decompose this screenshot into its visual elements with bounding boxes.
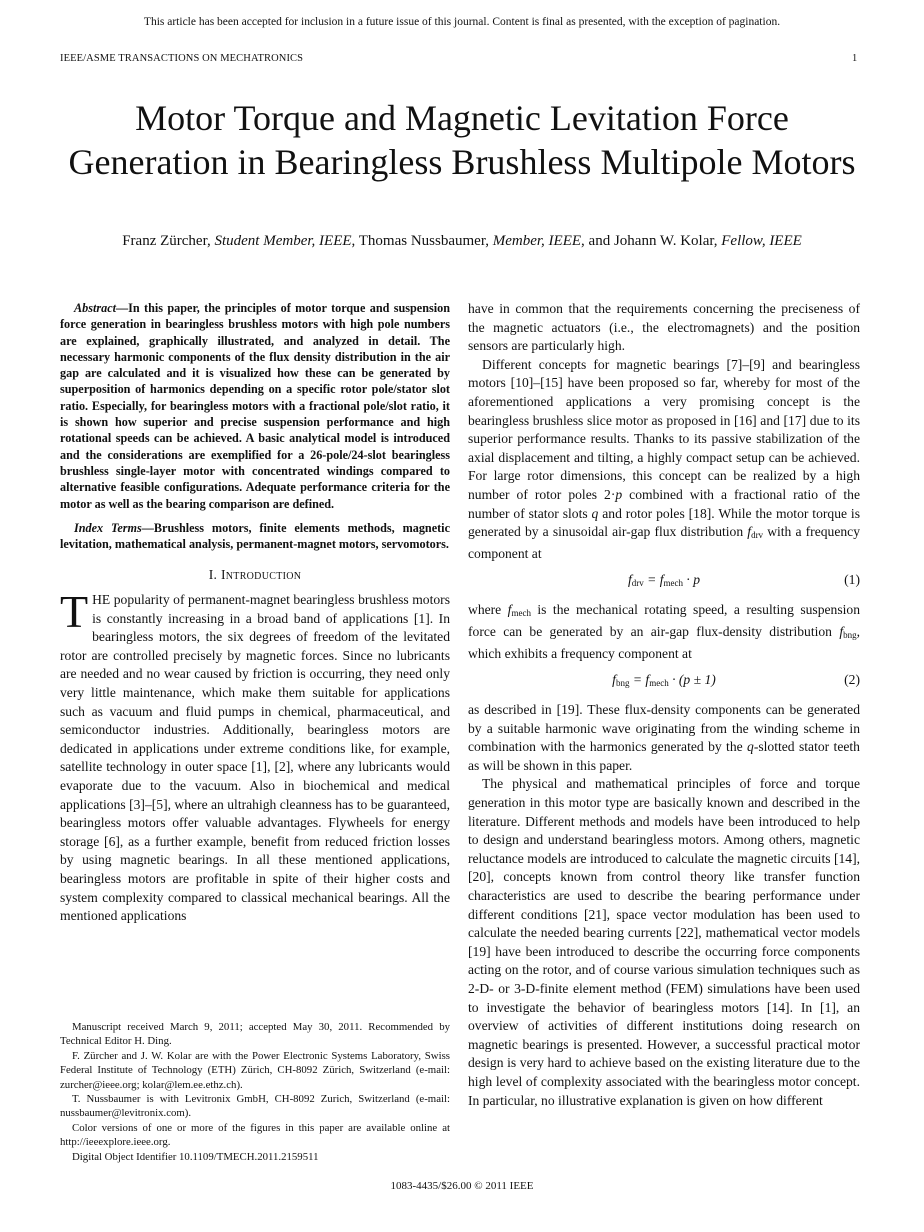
abstract: [60, 300, 450, 512]
author-3-role: Fellow, IEEE: [721, 233, 802, 249]
index-terms-label: Index Terms—: [74, 520, 154, 535]
symbol-q: q: [747, 739, 754, 755]
footnote-doi: Digital Object Identifier 10.1109/TMECH.2011.2159511: [72, 1150, 319, 1163]
equation-2: [468, 667, 860, 697]
symbol-p: p: [615, 486, 623, 502]
author-2-role: Member, IEEE: [492, 233, 582, 249]
equation-1: [468, 567, 860, 597]
paragraph-continued: have in common that the requirements concerning the preciseness of the magnetic actuators (i.e., the electromagnets) and the position sensors are particularly high.: [468, 301, 860, 354]
text-run: is the mechanical rotating speed, a resulting suspension force can be generated by an air-gap flux-density distribution: [468, 602, 861, 639]
text-run: where: [468, 602, 508, 618]
left-column: [60, 300, 450, 926]
symbol-f-drv: $f_{drv}$: [747, 524, 764, 541]
author-1-name: Franz Zürcher: [122, 233, 207, 249]
footnote-color: Color versions of one or more of the figures in this paper are available online at http://ieeexplore.ieee.org.: [60, 1121, 450, 1149]
text-run: with a frequency component at: [468, 524, 860, 561]
section-heading-introduction: [60, 566, 450, 585]
copyright-footer: 1083-4435/$26.00 © 2011 IEEE: [390, 1180, 534, 1192]
equation-2-body: $f_{bng} = f_{mech} \cdot (p \pm 1)$: [612, 672, 716, 689]
abstract-text: In this paper, the principles of motor torque and suspension force generation in bearingless brushless motors with high pole numbers are explained, graphically illustrated, and analyzed in detail. The necessary harmonic components of the flux density distribution in the air gap are calculated and it is visualized how these can be generated by superposition of harmonics depending on a specific rotor pole/stator slot ratio. Especially, for bearingless motors with a fractional pole/slot ratio, it is shown how superior and precise suspension performance and high rotational speeds can be achieved. A basic analytical model is introduced and the considerations are exemplified for a 26-pole/24-slot bearingless brushless single-layer motor with concentrated windings compared to alternative feasible configurations. Adequate performance criteria for the motor as well as the bearing comparison are defined.: [60, 301, 450, 511]
right-column: [468, 300, 860, 1110]
equation-1-number: (1): [844, 572, 860, 588]
author-2-name: Thomas Nussbaumer: [358, 233, 486, 249]
equation-1-body: $f_{drv} = f_{mech} \cdot p$: [627, 572, 701, 589]
text-run: and rotor poles [18]. While the motor torque is generated by a sinusoidal air-gap flux distribution: [468, 505, 860, 540]
acceptance-notice: This article has been accepted for inclusion in a future issue of this journal. Content is final as presented, with the exception of pagination.: [143, 16, 781, 28]
symbol-f-bng: $f_{bng}$: [839, 623, 857, 640]
intro-text: HE popularity of permanent-magnet bearingless brushless motors is constantly increasing in a broad band of applications [1]. In bearingless motors, the six degrees of freedom of the levitated rotor are controlled precisely by magnetic forces. Since no lubricants are needed and no wear caused by friction is occurring, they need only very little maintenance, which make them suitable for applications such as vacuum and fluid pumps in chemical, pharmaceutical, and semiconductor industries. Additionally, bearingless motors are dedicated in applications under extreme conditions like, for example, satellite technology in outer space [1], [2], where any lubricants would evaporate due to the vacuum. Also in biochemical and medical applications [3]–[5], where an ultrahigh cleanness has to be guaranteed, bearingless motors offer valuable advantages. Flywheels for energy storage [6], as a further example, benefit from reduced friction losses by using magnetic bearings. In all these mentioned applications, bearingless motors are profitable in spite of their higher costs and system complexity compared to classical mechanical bearings. All the mentioned applications: [60, 592, 450, 924]
footnote-affiliation-2: T. Nussbaumer is with Levitronix GmbH, CH-8092 Zurich, Switzerland (e-mail: nussbaumer@levitronix.com).: [60, 1093, 450, 1120]
text-run: -slotted stator teeth as will be shown in this paper.: [468, 739, 860, 773]
footnote-affiliation-1: F. Zürcher and J. W. Kolar are with the Power Electronic Systems Laboratory, Swiss Federal Institute of Technology (ETH) Zürich, CH-8092 Zürich, Switzerland (e-mail: zurcher@ieee.org; kolar@lem.ee.ethz.ch).: [60, 1049, 450, 1091]
drop-cap: T: [60, 586, 89, 638]
paragraph-principles: The physical and mathematical principles of force and torque generation in this motor type are basically known and described in the literature. Different methods and models have been introduced to help to design and understand bearingless motors. Among others, magnetic reluctance models are introduced to calculate the magnetic circuits [14], [20], concepts known from control theory like transfer function characteristics are used to describe the bearing performance under different conditions [21], space vector modulation has been used to calculate the needed bearing currents [22], mathematical vector models [19] have been introduced to describe the occurring force components acting on the rotor, and of course various simulation techniques such as 2-D- or 3-D-finite element method (FEM) simulations have been used to investigate the behavior of bearingless motors [14]. In [1], an overview of activities of different institutions doing research on magnetic bearings is presented. However, a successful practical motor design is very hard to achieve based on the existing literature due to the high level of complexity associated with the bearingless motor concept. In particular, no illustrative explanation is given on how different: [468, 776, 860, 1108]
abstract-label: Abstract—: [74, 301, 129, 315]
paragraph-harmonics: [468, 701, 860, 775]
journal-running-head: IEEE/ASME TRANSACTIONS ON MECHATRONICS: [60, 53, 304, 64]
intro-paragraph: [60, 586, 450, 926]
footnote-manuscript: Manuscript received March 9, 2011; accepted May 30, 2011. Recommended by Technical Editor H. Ding.: [60, 1021, 450, 1048]
text-run: as described in [19]. These flux-density components can be generated by a suitable harmonic wave originating from the winding scheme in combination with the harmonics generated by the: [468, 702, 860, 755]
paragraph-concepts: [468, 356, 860, 564]
text-run: , which exhibits a frequency component at: [468, 623, 860, 661]
author-line: Franz Zürcher, Student Member, IEEE, Thomas Nussbaumer, Member, IEEE, and Johann W. Kolar, Fellow, IEEE: [122, 233, 802, 249]
author-1-role: Student Member, IEEE: [214, 233, 352, 249]
symbol-q: q: [591, 505, 599, 521]
text-run: combined with a fractional ratio of the number of stator slots: [468, 486, 860, 521]
equation-2-number: (2): [844, 672, 860, 688]
author-3-name: and Johann W. Kolar: [588, 233, 714, 249]
page-number: 1: [852, 53, 858, 64]
section-number: I.: [208, 567, 218, 583]
section-title: Introduction: [220, 567, 302, 583]
paper-title: Motor Torque and Magnetic Levitation Force Generation in Bearingless Brushless Multipole Motors: [68, 98, 856, 182]
text-run: Different concepts for magnetic bearings [7]–[9] and bearingless motors [10]–[15] have been proposed so far, whereby for most of the aforementioned applications a very promising concept is the bearingless brushless slice motor as proposed in [16] and [17] due to its superior performance results. Thanks to its passive stabilization of the axial displacement and tilting, a highly compact setup can be achieved. For large rotor dimensions, this concept can be realized by a high number of rotor poles 2·: [468, 356, 860, 502]
index-terms-text: Brushless motors, finite elements methods, magnetic levitation, mathematical analysis, permanent-magnet motors, servomotors.: [60, 520, 450, 552]
paragraph-fmech: [468, 601, 860, 663]
footnotes: [60, 1020, 450, 1164]
index-terms: [60, 520, 450, 553]
symbol-f-mech: $f_{mech}$: [507, 602, 531, 619]
